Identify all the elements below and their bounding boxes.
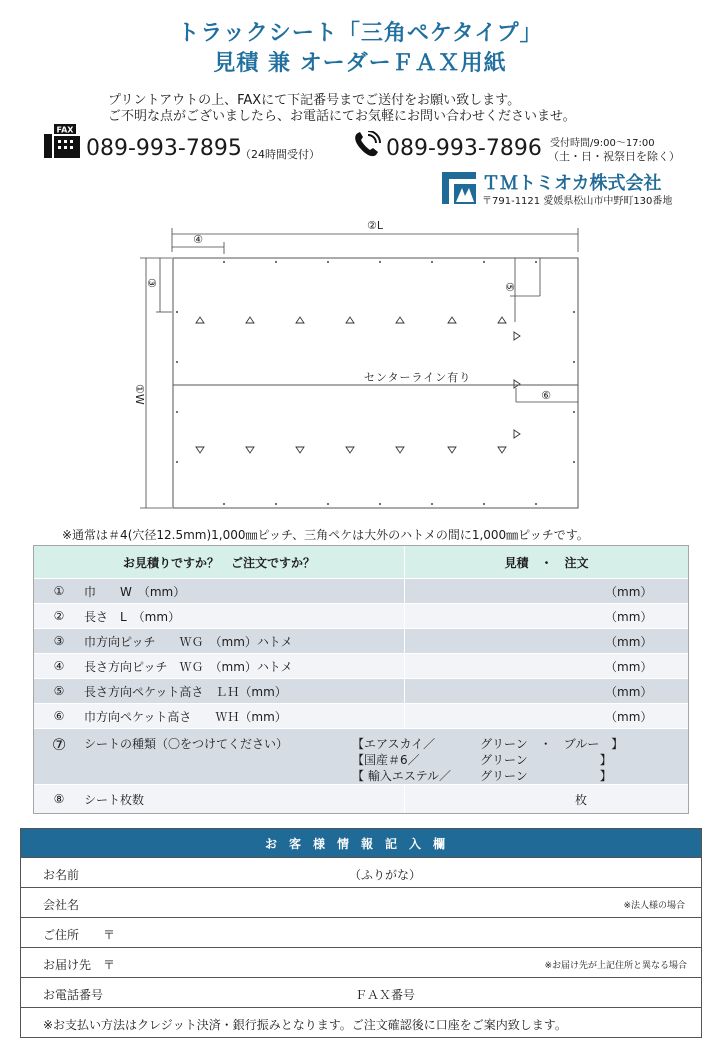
customer-company-row[interactable]	[21, 887, 701, 917]
sheet-option-domestic[interactable]: 【国産＃6／	[352, 753, 420, 767]
order-row-length	[34, 603, 688, 628]
width-input-cell[interactable]	[405, 579, 688, 603]
fax-note: （24時間受付）	[240, 148, 320, 161]
tel-number[interactable]: 089-993-7896	[386, 136, 542, 161]
sheet-option-imported-colors[interactable]: グリーン 】	[480, 769, 612, 783]
sheet-option-airsky[interactable]: 【エアスカイ／	[352, 737, 436, 751]
row-unit: （mm）	[605, 659, 653, 674]
row-unit: （mm）	[605, 634, 653, 649]
customer-table	[20, 828, 702, 1038]
pocket-length-input-cell[interactable]	[405, 679, 688, 703]
payment-note: ※お支払い方法はクレジット決済・銀行振みとなります。ご注文確認後に口座をご案内致します。	[43, 1018, 567, 1032]
sheet-option-domestic-colors[interactable]: グリーン 】	[480, 753, 612, 767]
row-unit: （mm）	[605, 609, 653, 624]
customer-address-row[interactable]	[21, 917, 701, 947]
sheet-option-airsky-colors[interactable]: グリーン ・ ブルー 】	[480, 737, 624, 751]
row-label: 長さ方向ペケット高さ ＬＨ（mm）	[84, 684, 287, 699]
fax-number[interactable]: 089-993-7895	[86, 136, 242, 161]
row-number: ②	[53, 609, 65, 623]
row-label: シートの種類（〇をつけてください）	[84, 737, 289, 751]
row-number: ⑧	[53, 792, 65, 806]
row-number: ⑦	[51, 735, 67, 754]
order-row-width	[34, 578, 688, 603]
customer-phone-row[interactable]	[21, 977, 701, 1007]
sheet-diagram	[130, 212, 600, 522]
lead-line-1: プリントアウトの上、FAXにて下記番号までご送付をお願い致します。	[108, 93, 521, 108]
row-label: シート枚数	[84, 792, 145, 807]
count-input-cell[interactable]	[405, 785, 688, 813]
row-label: 巾方向ペケット高さ ＷＨ（mm）	[84, 709, 287, 724]
order-header-left: お見積りですか？ ご注文ですか？	[34, 546, 405, 578]
row-number: ⑤	[53, 684, 65, 698]
length-input-cell[interactable]	[405, 604, 688, 628]
row-unit: 枚	[575, 792, 588, 807]
row-label: 長さ L （mm）	[84, 609, 181, 624]
order-table	[33, 545, 689, 814]
row-unit: （mm）	[605, 684, 653, 699]
row-label: 長さ方向ピッチ ＷＧ （mm）ハトメ	[84, 659, 293, 674]
center-line-label: センターライン有り	[364, 371, 472, 384]
label-pocket-height-length: ⑤	[503, 282, 516, 292]
order-row-pocket-length	[34, 678, 688, 703]
row-number: ⑥	[53, 709, 65, 723]
page-subtitle: 見積 兼 オーダーＦＡＸ用紙	[213, 51, 507, 76]
label-pitch-width: ③	[145, 278, 158, 288]
order-row-pitch-width	[34, 628, 688, 653]
company-name: ＴＭトミオカ株式会社	[482, 173, 662, 194]
row-label: 巾方向ピッチ ＷＧ （mm）ハトメ	[84, 634, 293, 649]
footnote: ※通常は＃4(穴径12.5mm)1,000㎜ピッチ、三角ペケは大外のハトメの間に1,000㎜ピッチです。	[62, 528, 589, 542]
fax-icon	[44, 124, 80, 158]
company-label: 会社名	[43, 898, 80, 912]
row-label: 巾 W （mm）	[84, 584, 186, 599]
row-number: ④	[53, 659, 65, 673]
order-header-right[interactable]: 見積 ・ 注文	[504, 555, 589, 570]
name-label: お名前	[43, 868, 80, 882]
order-row-pitch-length	[34, 653, 688, 678]
phone-icon	[352, 131, 382, 159]
pitch-length-input-cell[interactable]	[405, 654, 688, 678]
address-label: ご住所 〒	[43, 928, 116, 942]
customer-payment-row	[21, 1007, 701, 1037]
lead-line-2: ご不明な点がございましたら、お電話にてお気軽にお問い合わせくださいませ。	[108, 109, 576, 124]
delivery-label: お届け先 〒	[43, 958, 116, 972]
tel-closed: （土・日・祝祭日を除く）	[548, 150, 680, 163]
page-title: トラックシート「三角ペケタイプ」	[177, 21, 543, 46]
fax-label: ＦＡＸ番号	[355, 988, 416, 1002]
label-width: ①W	[133, 384, 146, 405]
label-pocket-height-width: ⑥	[541, 389, 551, 402]
customer-header: お客様情報記入欄	[21, 829, 701, 857]
row-unit: （mm）	[605, 709, 653, 724]
company-note: ※法人様の場合	[623, 901, 685, 911]
phone-label: お電話番号	[43, 988, 104, 1002]
order-header-row	[34, 546, 688, 578]
order-row-pocket-width	[34, 703, 688, 728]
name-furigana: （ふりがな）	[349, 868, 422, 882]
row-number: ①	[53, 584, 65, 598]
label-length: ②L	[367, 219, 383, 232]
pocket-width-input-cell[interactable]	[405, 704, 688, 728]
row-unit: （mm）	[605, 584, 653, 599]
customer-name-row[interactable]	[21, 857, 701, 887]
fax-icon-label: FAX	[56, 125, 74, 135]
pitch-width-input-cell[interactable]	[405, 629, 688, 653]
row-number: ③	[53, 634, 65, 648]
company-logo	[442, 172, 476, 204]
company-address: 〒791-1121 愛媛県松山市中野町130番地	[482, 196, 673, 207]
label-pitch-length: ④	[193, 233, 203, 246]
delivery-note: ※お届け先が上記住所と異なる場合	[544, 961, 687, 971]
tel-hours: 受付時間/9:00～17:00	[550, 138, 655, 149]
customer-delivery-row[interactable]	[21, 947, 701, 977]
order-row-count	[34, 784, 688, 813]
sheet-option-imported[interactable]: 【 輸入エステル／	[352, 769, 451, 783]
order-row-sheet-type	[34, 728, 688, 784]
